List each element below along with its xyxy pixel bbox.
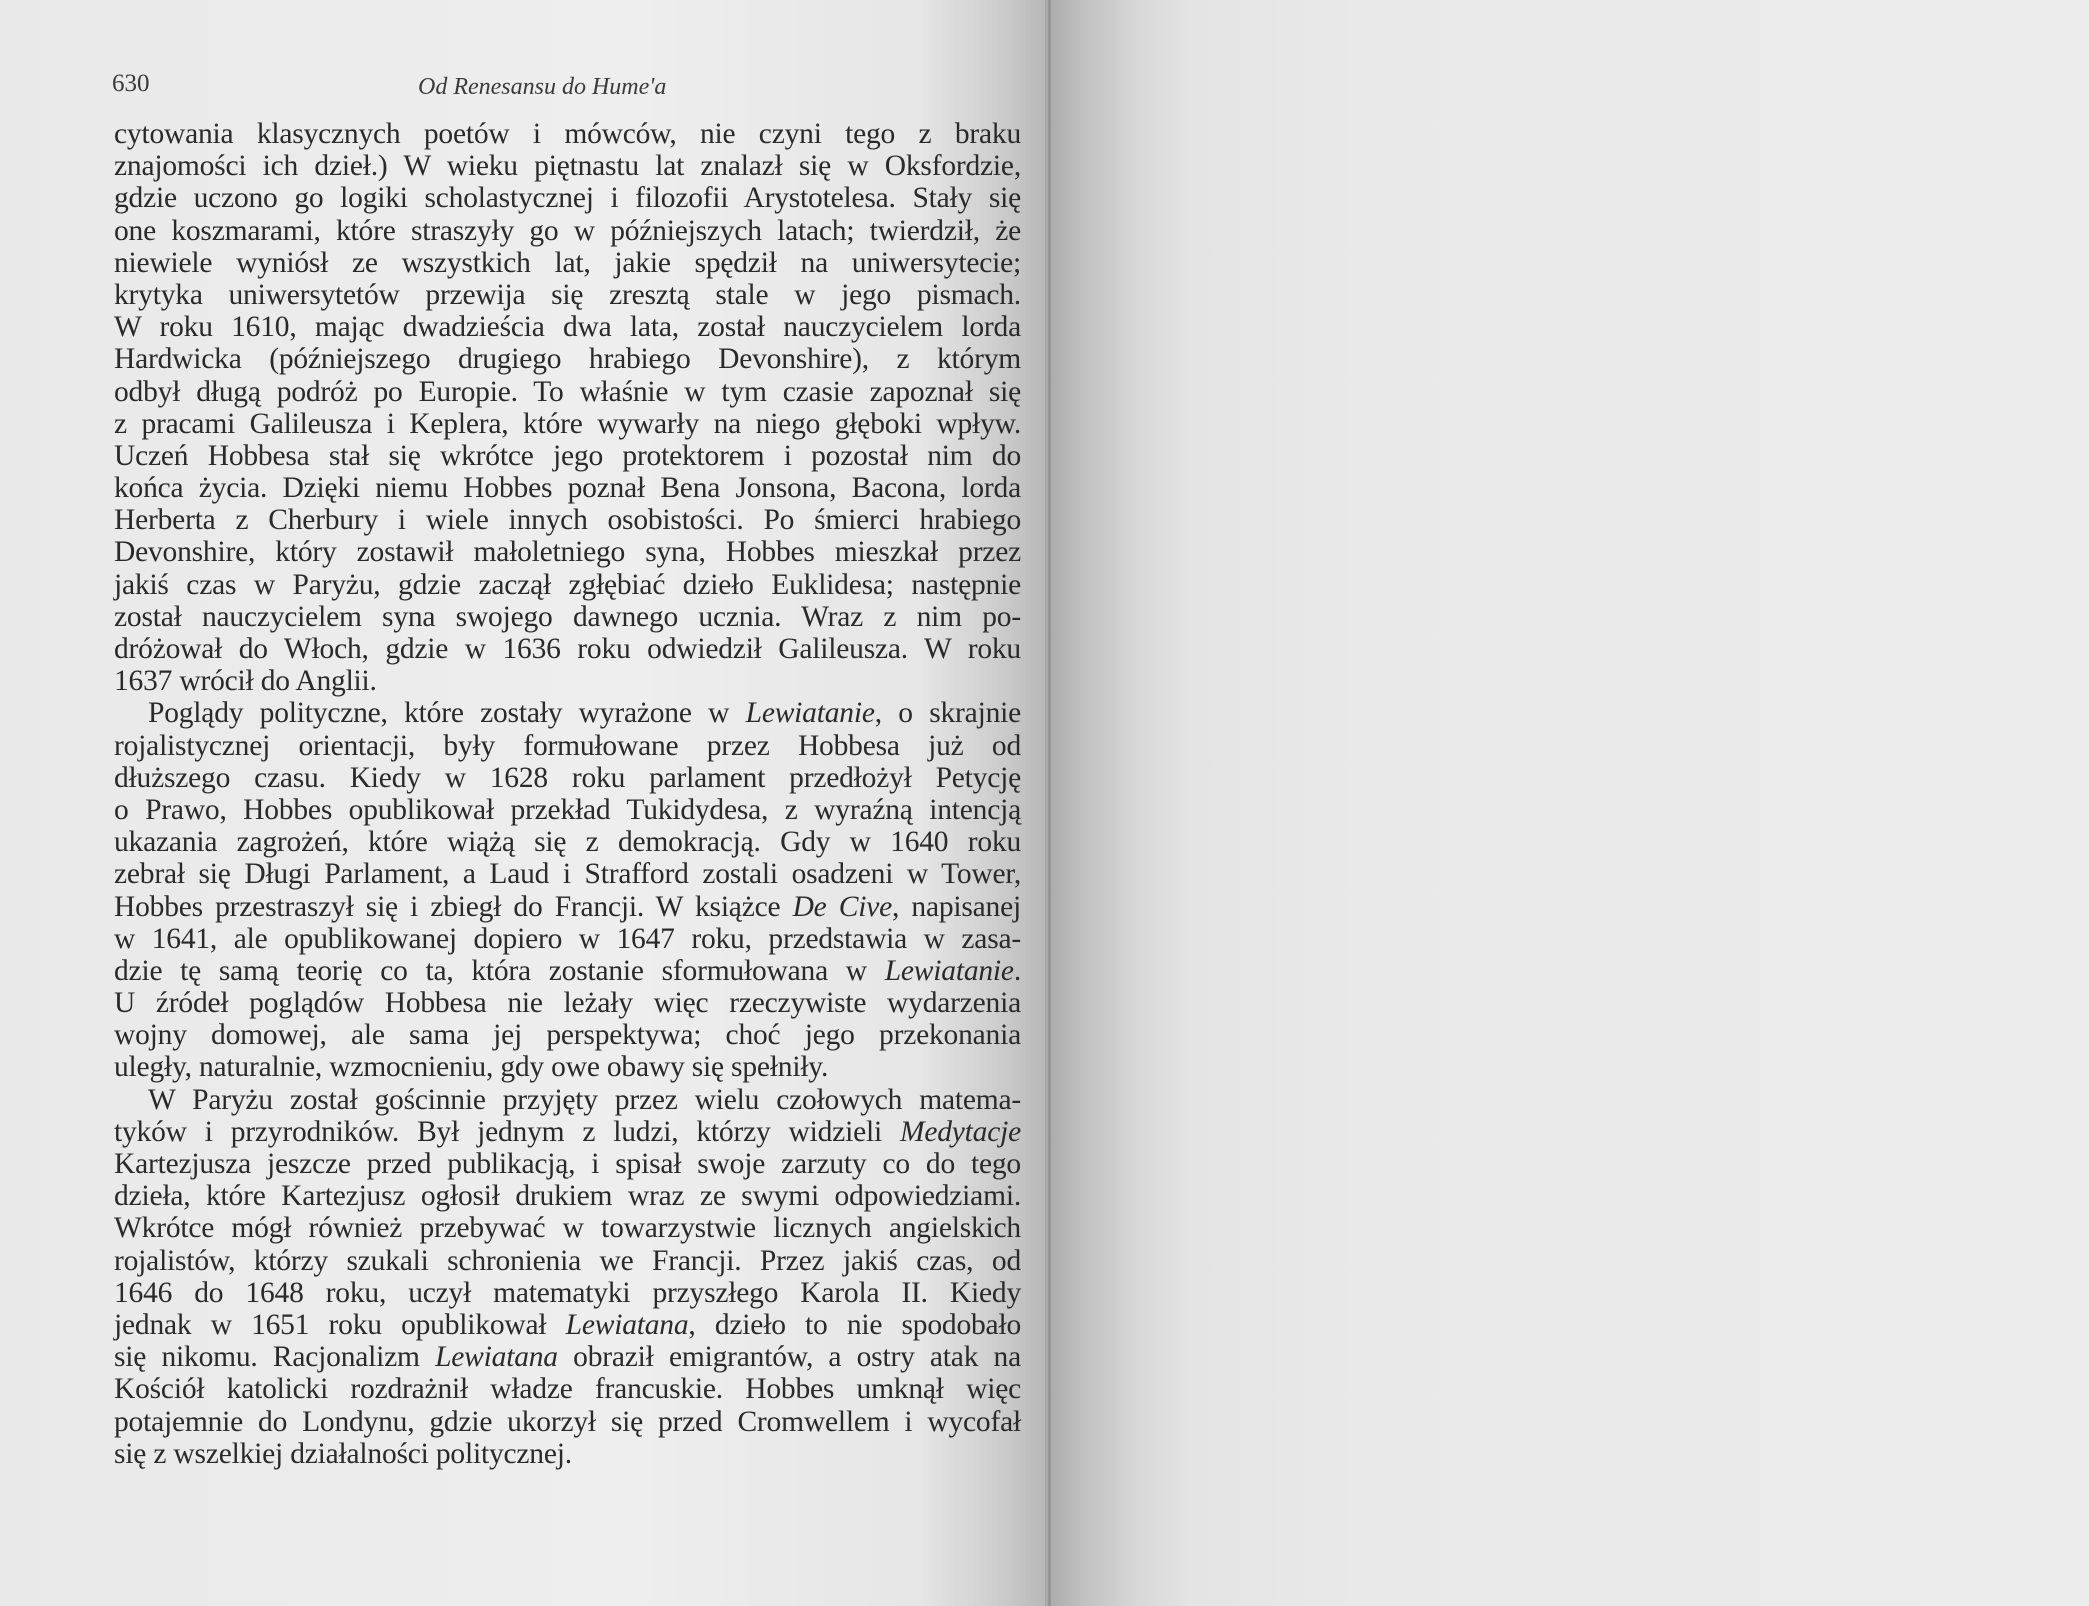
text-run: obraził emigrantów, a ostry atak na bbox=[557, 1341, 1021, 1374]
text-line: W roku 1610, mając dwadzieścia dwa lata, został nauczycielem lorda bbox=[114, 311, 1021, 344]
text-line: uległy, naturalnie, wzmocnieniu, gdy owe obawy się spełniły. bbox=[114, 1051, 829, 1084]
italic-title: Lewiatana bbox=[435, 1341, 558, 1374]
text-line: Wkrótce mógł również przebywać w towarzystwie licznych angielskich bbox=[114, 1212, 1021, 1245]
text-line: W Paryżu został gościnnie przyjęty przez wielu czołowych matema- bbox=[148, 1083, 1021, 1116]
text-run: . bbox=[1013, 954, 1021, 987]
text-line: 1637 wrócił do Anglii. bbox=[114, 665, 377, 698]
text-line: dłuższego czasu. Kiedy w 1628 roku parlament przedłożył Petycję bbox=[114, 761, 1021, 794]
italic-title: Lewiatana bbox=[565, 1308, 689, 1341]
text-line: zebrał się Długi Parlament, a Laud i Strafford zostali osadzeni w Tower, bbox=[114, 858, 1021, 891]
text-line: niewiele wyniósł ze wszystkich lat, jakie spędził na uniwersytecie; bbox=[114, 246, 1021, 279]
text-line: rojalistycznej orientacji, były formułowane przez Hobbesa już od bbox=[114, 729, 1021, 762]
text-line: Hardwicka (późniejszego drugiego hrabiego Devonshire), z którym bbox=[114, 343, 1021, 376]
text-run: się nikomu. Racjonalizm bbox=[114, 1341, 436, 1374]
book-gutter bbox=[1048, 0, 1051, 1606]
text-run: Hobbes przestraszył się i zbiegł do Francji. W książce bbox=[114, 890, 793, 923]
running-head: Od Renesansu do Hume'a bbox=[418, 74, 667, 100]
text-line: się z wszelkiej działalności politycznej. bbox=[114, 1437, 572, 1470]
text-line: one koszmarami, które straszyły go w późniejszych latach; twierdził, że bbox=[114, 214, 1021, 247]
text-line: odbył długą podróż po Europie. To właśnie w tym czasie zapoznał się bbox=[114, 375, 1021, 408]
text-run: dzie tę samą teorię co ta, która zostanie sformułowana w bbox=[114, 954, 885, 987]
text-line: Herberta z Cherbury i wiele innych osobistości. Po śmierci hrabiego bbox=[114, 504, 1021, 537]
text-line: gdzie uczono go logiki scholastycznej i filozofii Arystotelesa. Stały się bbox=[114, 182, 1021, 215]
text-run: jednak w 1651 roku opublikował bbox=[114, 1308, 566, 1341]
italic-title: Lewiatanie bbox=[884, 954, 1014, 987]
text-line: krytyka uniwersytetów przewija się zresztą stale w jego pismach. bbox=[114, 278, 1021, 311]
text-line: został nauczycielem syna swojego dawnego ucznia. Wraz z nim po- bbox=[114, 600, 1021, 633]
text-line: końca życia. Dzięki niemu Hobbes poznał Bena Jonsona, Bacona, lorda bbox=[114, 472, 1021, 505]
text-line bbox=[114, 955, 1021, 987]
right-page bbox=[1045, 0, 2089, 1606]
text-line: dróżował do Włoch, gdzie w 1636 roku odwiedził Galileusza. W roku bbox=[114, 633, 1021, 665]
text-line: Kartezjusza jeszcze przed publikacją, i spisał swoje zarzuty co do tego bbox=[114, 1148, 1021, 1180]
text-line bbox=[114, 891, 1021, 923]
text-line: U źródeł poglądów Hobbesa nie leżały więc rzeczywiste wydarzenia bbox=[114, 987, 1021, 1020]
italic-title: Medytacje bbox=[899, 1115, 1021, 1148]
text-run: , o skrajnie bbox=[874, 697, 1022, 730]
text-line: jakiś czas w Paryżu, gdzie zaczął zgłębiać dzieło Euklidesa; następnie bbox=[114, 568, 1021, 601]
text-line: w 1641, ale opublikowanej dopiero w 1647 roku, przedstawia w zasa- bbox=[114, 922, 1021, 955]
text-line bbox=[114, 1309, 1021, 1341]
text-run: , napisanej bbox=[892, 890, 1021, 923]
text-line: Uczeń Hobbesa stał się wkrótce jego protektorem i pozostał nim do bbox=[114, 439, 1021, 472]
italic-title: Lewiatanie bbox=[745, 697, 875, 730]
text-line: rojalistów, którzy szukali schronienia we Francji. Przez jakiś czas, od bbox=[114, 1244, 1021, 1277]
body-text bbox=[114, 118, 1021, 1470]
text-line bbox=[114, 697, 1021, 729]
text-line: wojny domowej, ale sama jej perspektywa; choć jego przekonania bbox=[114, 1019, 1021, 1052]
text-line: cytowania klasycznych poetów i mówców, nie czyni tego z braku bbox=[114, 118, 1021, 150]
text-run: , dzieło to nie spodobało bbox=[688, 1308, 1021, 1341]
italic-title: De Cive bbox=[792, 890, 893, 923]
text-line: ukazania zagrożeń, które wiążą się z demokracją. Gdy w 1640 roku bbox=[114, 826, 1021, 859]
text-line bbox=[114, 1116, 1021, 1148]
text-line: Kościół katolicki rozdrażnił władze francuskie. Hobbes umknął więc bbox=[114, 1373, 1021, 1406]
page-number: 630 bbox=[112, 70, 150, 97]
text-line: Devonshire, który zostawił małoletniego syna, Hobbes mieszkał przez bbox=[114, 536, 1021, 569]
text-line: znajomości ich dzieł.) W wieku piętnastu lat znalazł się w Oksfordzie, bbox=[114, 150, 1021, 183]
text-line bbox=[114, 1341, 1021, 1373]
text-line: potajemnie do Londynu, gdzie ukorzył się przed Cromwellem i wycofał bbox=[114, 1405, 1021, 1438]
text-line: dzieła, które Kartezjusz ogłosił drukiem wraz ze swymi odpowiedziami. bbox=[114, 1180, 1021, 1213]
text-run: Poglądy polityczne, które zostały wyrażone w bbox=[148, 697, 746, 730]
text-line: z pracami Galileusza i Keplera, które wywarły na niego głęboki wpływ. bbox=[114, 407, 1021, 440]
text-line: 1646 do 1648 roku, uczył matematyki przyszłego Karola II. Kiedy bbox=[114, 1276, 1021, 1309]
text-run: tyków i przyrodników. Był jednym z ludzi, którzy widzieli bbox=[114, 1115, 900, 1148]
text-line: o Prawo, Hobbes opublikował przekład Tukidydesa, z wyraźną intencją bbox=[114, 793, 1021, 826]
